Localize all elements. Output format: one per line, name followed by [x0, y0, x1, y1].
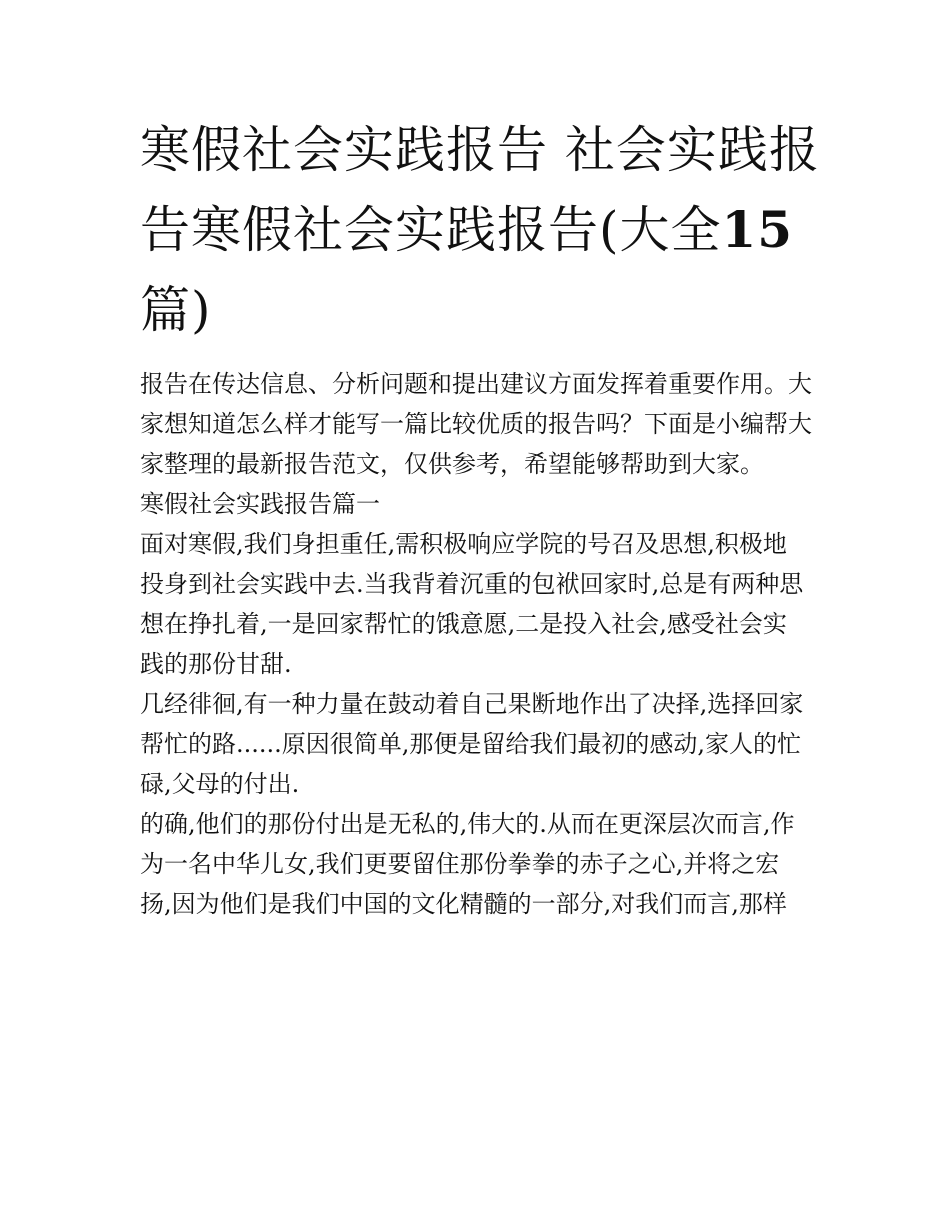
body-paragraph-3: 的确,他们的那份付出是无私的,伟大的.从而在更深层次而言,作为一名中华儿女,我们更要留住那份拳拳的赤子之心,并将之宏扬,因为他们是我们中国的文化精髓的一部分,对我们而言,那样	[140, 810, 795, 918]
document-page	[140, 110, 820, 924]
section-heading: 寒假社会实践报告篇一	[140, 490, 380, 518]
body-paragraph-2: 几经徘徊,有一种力量在鼓动着自己果断地作出了决择,选择回家帮忙的路......原因很简单,那便是留给我们最初的感动,家人的忙碌,父母的付出.	[140, 690, 804, 798]
title-number: 15	[721, 200, 794, 259]
document-body	[140, 364, 820, 924]
body-paragraph-1: 面对寒假,我们身担重任,需积极响应学院的号召及思想,积极地投身到社会实践中去.当我背着沉重的包袱回家时,总是有两种思想在挣扎着,一是回家帮忙的饿意愿,二是投入社会,感受社会实践的那份甘甜.	[140, 530, 804, 678]
intro-paragraph: 报告在传达信息、分析问题和提出建议方面发挥着重要作用。大家想知道怎么样才能写一篇比较优质的报告吗？下面是小编帮大家整理的最新报告范文，仅供参考，希望能够帮助到大家。	[140, 370, 812, 478]
document-title: 寒假社会实践报告 社会实践报告寒假社会实践报告(大全15篇)	[140, 121, 820, 339]
